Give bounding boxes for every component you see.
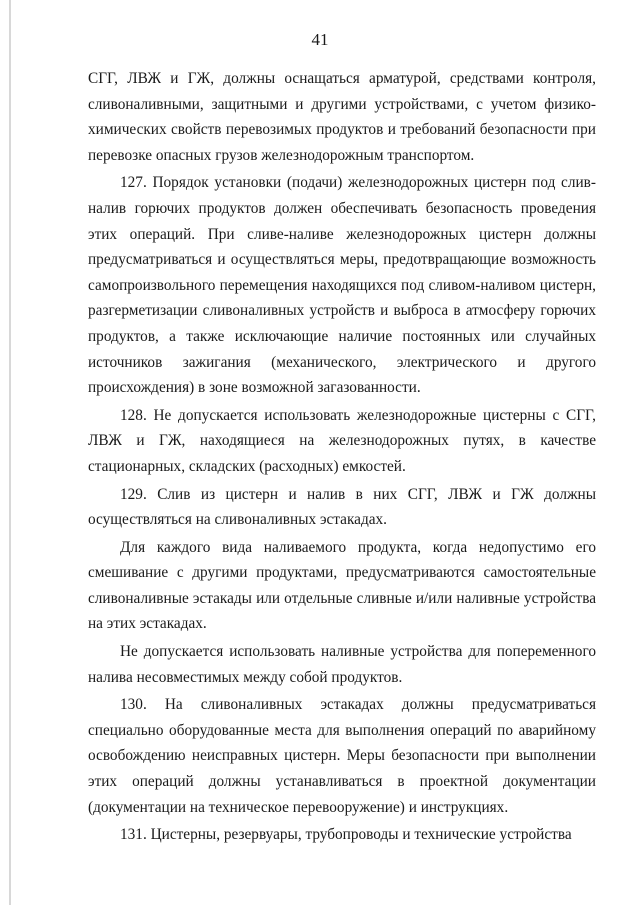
- paragraph-130: 130. На сливоналивных эстакадах должны предусматриваться специально оборудованные места для выполнения операций по аварийному освобождению неисправных цистерн. Меры безопасности при выполнении этих операций должны устанавливаться в проектной документации (документации на техническое перевооружение) и инструкциях.: [88, 696, 596, 816]
- paragraph-127: 127. Порядок установки (подачи) железнодорожных цистерн под слив-налив горючих продуктов должен обеспечивать безопасность проведения этих операций. При сливе-наливе железнодорожных цистерн должны предусматриваться и осуществляться меры, предотвращающие возможность самопроизвольного перемещения находящихся под сливом-наливом цистерн, разгерметизации сливоналивных устройств и выброса в атмосферу горючих продуктов, а также исключающие наличие постоянных или случайных источников зажигания (механического, электрического и другого происхождения) в зоне возможной загазованности.: [88, 174, 596, 397]
- scan-edge-line: [9, 0, 11, 905]
- paragraph-129: 129. Слив из цистерн и налив в них СГГ, ЛВЖ и ГЖ должны осуществляться на сливоналивных эстакадах.: [88, 485, 596, 529]
- paragraph-129-product-types: Для каждого вида наливаемого продукта, когда недопустимо его смешивание с другими продуктами, предусматриваются самостоятельные сливоналивные эстакады или отдельные сливные и/или наливные устройства на этих эстакадах.: [88, 538, 596, 633]
- paragraph-131: 131. Цистерны, резервуары, трубопроводы и технические устройства: [120, 826, 572, 844]
- paragraph-continuation: СГГ, ЛВЖ и ГЖ, должны оснащаться арматурой, средствами контроля, сливоналивными, защитными и другими устройствами, с учетом физико-химических свойств перевозимых продуктов и требований безопасности при перевозке опасных грузов железнодорожным транспортом.: [88, 70, 596, 164]
- document-body: [88, 66, 596, 848]
- paragraph-129-prohibition: Не допускается использовать наливные устройства для попеременного налива несовместимых между собой продуктов.: [88, 643, 596, 686]
- page-number: 41: [311, 30, 329, 49]
- paragraph-128: 128. Не допускается использовать железнодорожные цистерны с СГГ, ЛВЖ и ГЖ, находящиеся на железнодорожных путях, в качестве стационарных, складских (расходных) емкостей.: [88, 406, 596, 475]
